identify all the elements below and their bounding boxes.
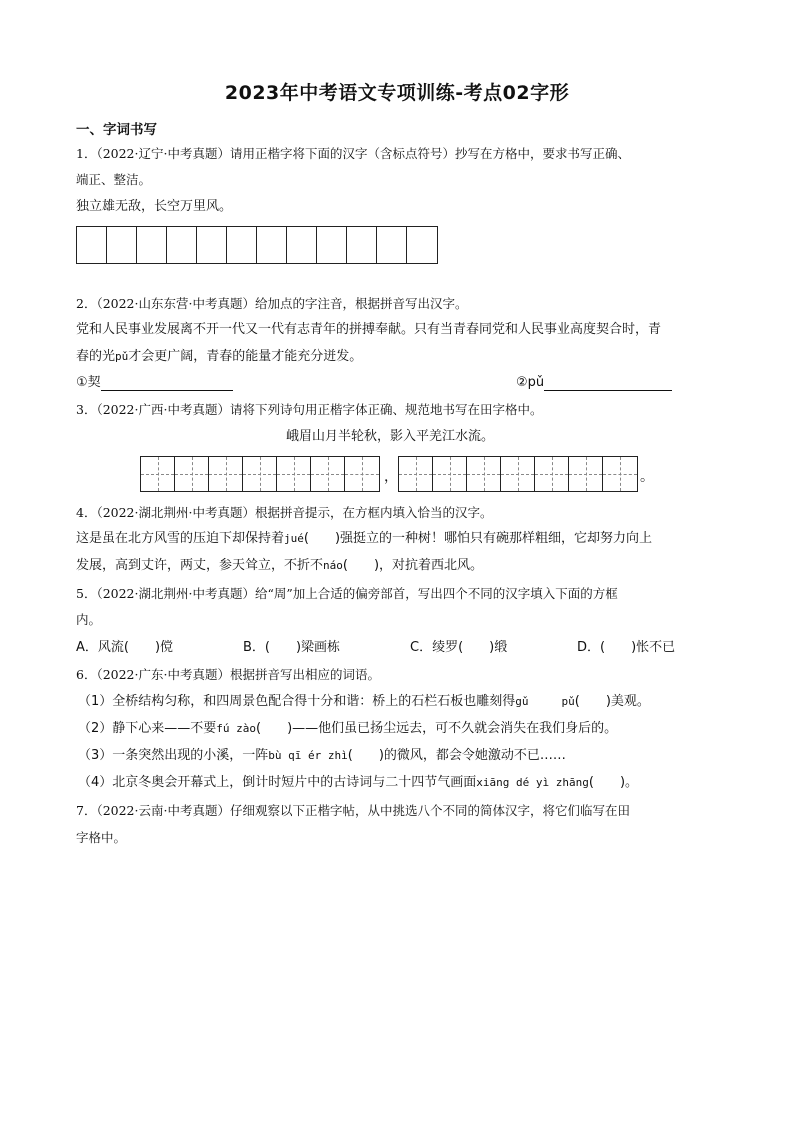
q1-source-text: 独立雄无敌，长空万里风。 (76, 199, 233, 214)
grid-cell[interactable] (407, 227, 437, 263)
grid-cell[interactable] (107, 227, 137, 263)
q4-passage-part: 这是虽在北方风雪的压迫下却保持着 (76, 531, 285, 546)
q6-item-text: （3）一条突然出现的小溪，一阵 (78, 748, 269, 763)
q5-option-c[interactable]: C．绫罗( )缎 (410, 640, 508, 655)
grid-cell[interactable] (77, 227, 107, 263)
q6-item-2 (78, 721, 718, 737)
q6-pinyin: gǔ pǔ (515, 695, 575, 708)
q4-prompt: 4．（2022·湖北荆州·中考真题）根据拼音提示，在方框内填入恰当的汉字。 (76, 505, 493, 520)
q4-passage-part: ( )强挺立的一种树！哪怕只有碗那样粗细，它却努力向上 (303, 531, 653, 546)
grid-cell[interactable] (197, 227, 227, 263)
tianzige-cell[interactable] (345, 457, 379, 491)
tianzige-cell[interactable] (277, 457, 311, 491)
q2-prompt: 2．（2022·山东东营·中考真题）给加点的字注音，根据拼音写出汉字。 (76, 296, 468, 311)
q6-item-blank[interactable]: ( )。 (588, 775, 639, 790)
q3-tianzige-right[interactable] (398, 456, 638, 492)
q2-passage-part: 春的光 (76, 349, 116, 364)
q1-writing-grid[interactable] (76, 226, 438, 264)
q6-prompt: 6．（2022·广东·中考真题）根据拼音写出相应的词语。 (76, 667, 380, 682)
tianzige-cell[interactable] (399, 457, 433, 491)
q6-item-text: （2）静下心来——不要 (78, 721, 217, 736)
grid-cell[interactable] (317, 227, 347, 263)
q4-passage-part: 发展，高到丈许，两丈，参天耸立，不折不 (76, 558, 324, 573)
q2-pinyin: pǔ (115, 350, 129, 363)
tianzige-cell[interactable] (175, 457, 209, 491)
grid-cell[interactable] (347, 227, 377, 263)
q2-blank-1[interactable] (76, 375, 276, 391)
q1-prompt-line2: 端正、整洁。 (76, 172, 152, 187)
q3-poem: 峨眉山月半轮秋，影入平羌江水流。 (286, 429, 495, 444)
tianzige-cell[interactable] (501, 457, 535, 491)
tianzige-cell[interactable] (569, 457, 603, 491)
tianzige-cell[interactable] (467, 457, 501, 491)
q6-item-blank[interactable]: ( )美观。 (574, 694, 650, 709)
q5-prompt-line1: 5．（2022·湖北荆州·中考真题）给“周”加上合适的偏旁部首，写出四个不同的汉字填入下面的方框 (76, 586, 618, 601)
q2-passage-line1: 党和人民事业发展离不开一代又一代有志青年的拼搏奉献。只有当青春同党和人民事业高度契合时，青 (76, 322, 662, 337)
q6-item-text: （4）北京冬奥会开幕式上，倒计时短片中的古诗词与二十四节气画面 (78, 775, 477, 790)
q2-blank-2[interactable] (516, 375, 696, 391)
document-title: 2023年中考语文专项训练-考点02字形 (224, 82, 570, 104)
q6-pinyin: fú zào (216, 722, 257, 735)
tianzige-cell[interactable] (433, 457, 467, 491)
q6-pinyin: bù qī ér zhì (268, 749, 348, 762)
q3-period: 。 (640, 469, 654, 485)
grid-cell[interactable] (287, 227, 317, 263)
q4-passage-part: ( )，对抗着西北风。 (342, 558, 484, 573)
tianzige-cell[interactable] (603, 457, 637, 491)
answer-underline[interactable] (544, 376, 672, 391)
q6-item-1 (78, 694, 718, 710)
section-heading: 一、字词书写 (76, 122, 157, 138)
q6-item-text: （1）全桥结构匀称，和四周景色配合得十分和谐：桥上的石栏石板也雕刻得 (78, 694, 516, 709)
q3-tianzige-left[interactable] (140, 456, 380, 492)
q3-comma: ， (384, 469, 398, 485)
tianzige-cell[interactable] (141, 457, 175, 491)
tianzige-cell[interactable] (311, 457, 345, 491)
q2-blank-1-label: ①契 (76, 375, 101, 390)
tianzige-cell[interactable] (535, 457, 569, 491)
q5-option-b[interactable]: B．( )梁画栋 (243, 640, 341, 655)
q4-passage-line2 (76, 558, 716, 574)
q2-passage-line2 (76, 349, 716, 365)
tianzige-cell[interactable] (243, 457, 277, 491)
q6-item-blank[interactable]: ( )的微风，都会令她激动不已…… (347, 748, 566, 763)
q5-option-d[interactable]: D．( )怅不已 (577, 640, 676, 655)
grid-cell[interactable] (137, 227, 167, 263)
q7-prompt-line2: 字格中。 (76, 830, 127, 845)
q6-pinyin: xiāng dé yì zhāng (476, 776, 589, 789)
grid-cell[interactable] (167, 227, 197, 263)
q4-pinyin: náo (323, 559, 343, 572)
grid-cell[interactable] (227, 227, 257, 263)
q6-item-3 (78, 748, 718, 764)
q2-blank-2-label: ②pǔ (516, 375, 545, 390)
q4-passage-line1 (76, 531, 716, 547)
q4-pinyin: jué (284, 532, 304, 545)
q6-item-4 (78, 775, 718, 791)
q1-prompt-line1: 1．（2022·辽宁·中考真题）请用正楷字将下面的汉字（含标点符号）抄写在方格中，要求书写正确、 (76, 146, 630, 161)
q6-item-blank[interactable]: ( )——他们虽已扬尘远去，可不久就会消失在我们身后的。 (256, 721, 618, 736)
q5-prompt-line2: 内。 (76, 612, 102, 627)
answer-underline[interactable] (101, 376, 233, 391)
q7-prompt-line1: 7．（2022·云南·中考真题）仔细观察以下正楷字帖，从中挑选八个不同的简体汉字，将它们临写在田 (76, 803, 630, 818)
grid-cell[interactable] (257, 227, 287, 263)
q2-passage-part: 才会更广阔，青春的能量才能充分迸发。 (128, 349, 363, 364)
tianzige-cell[interactable] (209, 457, 243, 491)
q5-option-a[interactable]: A．风流( )傥 (76, 640, 174, 655)
q3-prompt: 3．（2022·广西·中考真题）请将下列诗句用正楷字体正确、规范地书写在田字格中。 (76, 402, 543, 417)
grid-cell[interactable] (377, 227, 407, 263)
